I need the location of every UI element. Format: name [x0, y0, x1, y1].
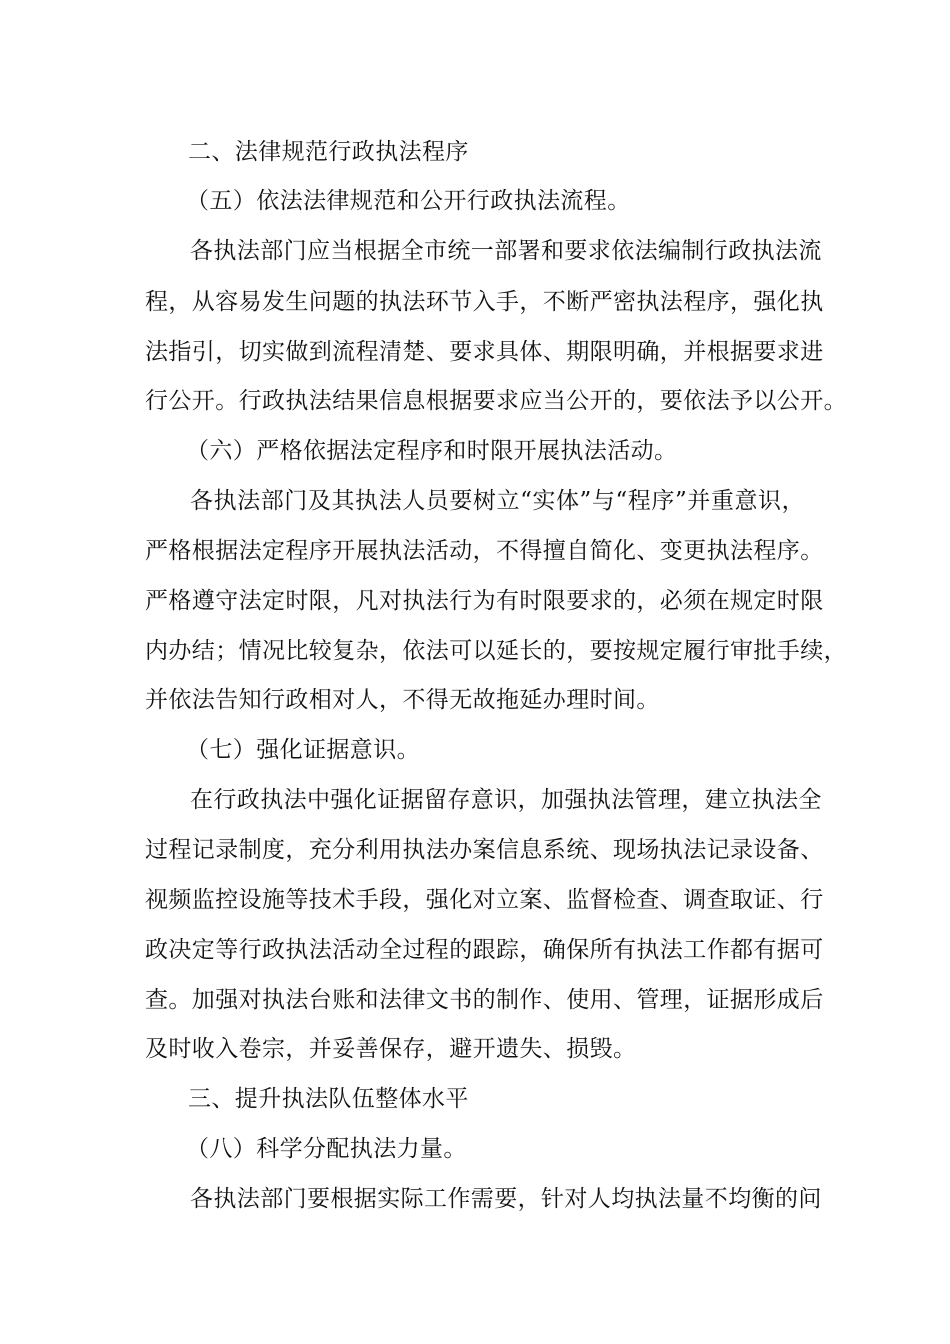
paragraph-line: 在行政执法中强化证据留存意识，加强执法管理，建立执法全	[190, 787, 822, 813]
subsection-heading-7: （七）强化证据意识。	[186, 737, 420, 763]
section-heading-2: 二、法律规范行政执法程序	[188, 139, 469, 165]
paragraph-line: 视频监控设施等技术手段，强化对立案、监督检查、调查取证、行	[145, 887, 824, 913]
paragraph-line: 政决定等行政执法活动全过程的跟踪，确保所有执法工作都有据可	[145, 937, 824, 963]
paragraph-line: 各执法部门应当根据全市统一部署和要求依法编制行政执法流	[190, 238, 822, 264]
paragraph-line: 查。加强对执法台账和法律文书的制作、使用、管理，证据形成后	[145, 987, 824, 1013]
section-heading-3: 三、提升执法队伍整体水平	[188, 1086, 469, 1112]
subsection-heading-8: （八）科学分配执法力量。	[186, 1136, 467, 1162]
paragraph-line: 行公开。行政执法结果信息根据要求应当公开的，要依法予以公开。	[145, 388, 847, 414]
paragraph-line: 各执法部门要根据实际工作需要，针对人均执法量不均衡的问	[190, 1186, 822, 1212]
paragraph-line: 及时收入卷宗，并妥善保存，避开遗失、损毁。	[145, 1036, 637, 1062]
paragraph-line: 各执法部门及其执法人员要树立“实体”与“程序”并重意识，	[190, 488, 805, 514]
paragraph-line: 严格遵守法定时限，凡对执法行为有时限要求的，必须在规定时限	[145, 588, 824, 614]
subsection-heading-6: （六）严格依据法定程序和时限开展执法活动。	[186, 438, 678, 464]
paragraph-line: 并依法告知行政相对人，不得无故拖延办理时间。	[145, 687, 660, 713]
paragraph-line: 法指引，切实做到流程清楚、要求具体、期限明确，并根据要求进	[145, 339, 824, 365]
paragraph-line: 严格根据法定程序开展执法活动，不得擅自简化、变更执法程序。	[145, 538, 824, 564]
subsection-heading-5: （五）依法法律规范和公开行政执法流程。	[186, 188, 631, 214]
paragraph-line: 程，从容易发生问题的执法环节入手，不断严密执法程序，强化执	[145, 289, 824, 315]
paragraph-line: 过程记录制度，充分利用执法办案信息系统、现场执法记录设备、	[145, 837, 824, 863]
paragraph-line: 内办结；情况比较复杂，依法可以延长的，要按规定履行审批手续，	[145, 638, 847, 664]
